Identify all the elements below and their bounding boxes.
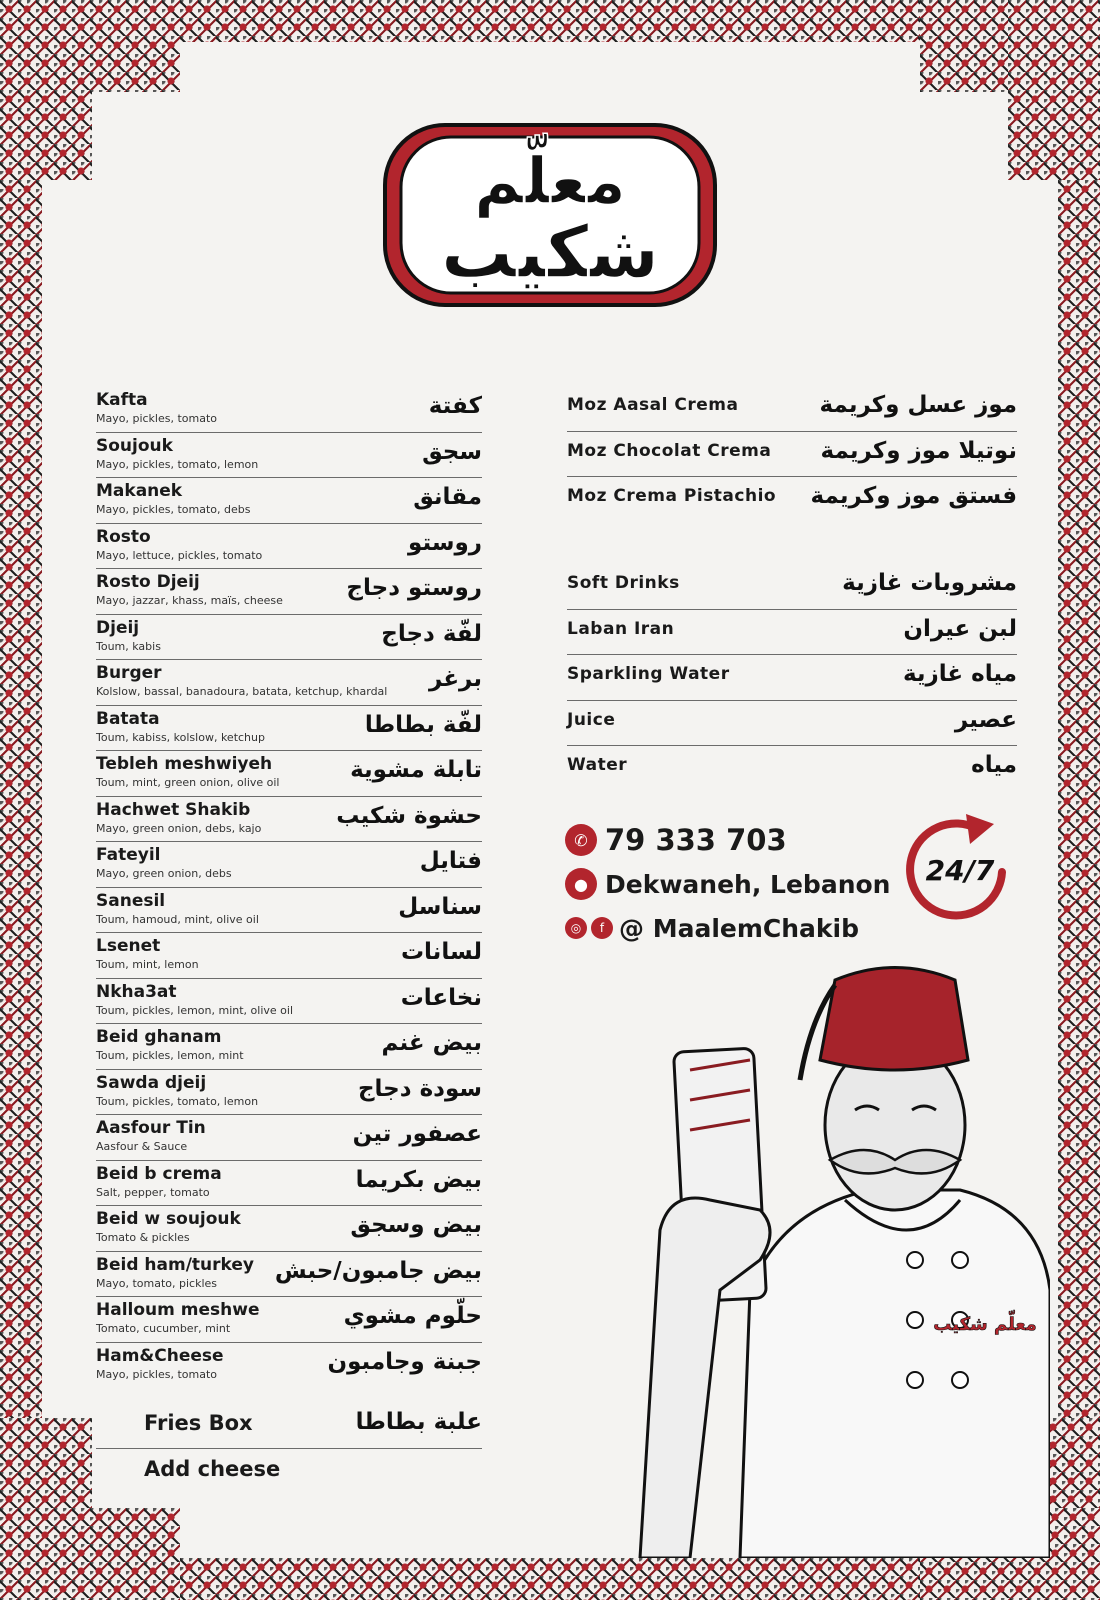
pattern-corner-bottom-left xyxy=(0,1508,180,1600)
pattern-corner-top-right-vertical xyxy=(1008,0,1100,180)
item-name: Hachwet Shakib xyxy=(96,799,251,820)
facebook-icon[interactable]: f xyxy=(591,917,613,939)
item-description: Toum, hamoud, mint, olive oil xyxy=(96,912,259,926)
item-name: Soujouk xyxy=(96,435,173,456)
menu-item xyxy=(96,1115,482,1161)
item-name: Beid ham/turkey xyxy=(96,1254,254,1275)
item-description: Toum, pickles, lemon, mint xyxy=(96,1049,244,1062)
item-name: Rosto xyxy=(96,526,151,547)
item-description: Toum, mint, lemon xyxy=(96,958,199,971)
arrow-icon xyxy=(966,814,994,844)
item-description: Salt, pepper, tomato xyxy=(96,1185,210,1199)
item-name: Makanek xyxy=(96,481,183,501)
item-name-arabic: نوتيلا موز وكريمة xyxy=(820,437,1017,464)
item-name-arabic: بيض بكريما xyxy=(355,1166,482,1193)
item-description: Mayo, pickles, tomato, debs xyxy=(96,503,251,516)
item-description: Tomato & pickles xyxy=(96,1231,190,1244)
pattern-border-left xyxy=(0,0,42,1600)
menu-item xyxy=(567,432,1017,478)
item-name-arabic: مياه xyxy=(971,752,1017,778)
item-name-arabic: مشروبات غازية xyxy=(842,570,1017,596)
item-description: Toum, mint, green onion, olive oil xyxy=(96,776,280,789)
contact-info xyxy=(565,818,891,950)
item-name: Moz Chocolat Crema xyxy=(567,440,772,461)
menu-item xyxy=(96,1449,482,1495)
menu-item xyxy=(567,655,1017,701)
item-name-arabic: بيض جامبون/حبش xyxy=(274,1257,482,1284)
item-description: Toum, kabis xyxy=(96,639,161,653)
logo-text-bottom: شكيب xyxy=(440,210,660,294)
phone-icon: ✆ xyxy=(565,824,597,856)
item-description: Toum, kabiss, kolslow, ketchup xyxy=(96,730,265,744)
item-description: Mayo, green onion, debs xyxy=(96,867,232,880)
item-name: Lsenet xyxy=(96,936,161,956)
menu-item xyxy=(96,615,482,661)
item-name-arabic: مياه غازية xyxy=(902,661,1017,687)
item-description: Toum, pickles, tomato, lemon xyxy=(96,1094,259,1108)
item-name-arabic: سناسل xyxy=(398,893,482,920)
item-name-arabic: حشوة شكيب xyxy=(336,802,482,829)
item-description: Mayo, tomato, pickles xyxy=(96,1276,218,1290)
item-name: Kafta xyxy=(96,390,148,410)
item-name-arabic: تابلة مشوية xyxy=(350,757,482,783)
item-name-arabic: فتايل xyxy=(419,848,482,874)
brand-logo xyxy=(345,85,745,325)
drinks-list xyxy=(567,564,1017,792)
item-name-arabic: روستو دجاج xyxy=(346,575,482,601)
item-description: Aasfour & Sauce xyxy=(96,1140,188,1153)
item-name-arabic: سودة دجاج xyxy=(357,1075,482,1102)
item-name: Soft Drinks xyxy=(567,573,680,593)
menu-item xyxy=(96,1024,482,1070)
item-name: Burger xyxy=(96,663,162,683)
item-description: Toum, pickles, lemon, mint, olive oil xyxy=(96,1003,294,1017)
item-name: Halloum meshwe xyxy=(96,1300,260,1320)
menu-item xyxy=(567,701,1017,747)
menu-item xyxy=(567,746,1017,792)
item-name: Batata xyxy=(96,708,160,729)
menu-item xyxy=(567,386,1017,432)
jacket-logo-text: معلّم شكيب xyxy=(933,1314,1037,1335)
sandwich-list xyxy=(96,387,482,1388)
menu-item xyxy=(96,706,482,752)
menu-item xyxy=(96,1252,482,1298)
social-handle[interactable]: @ MaalemChakib xyxy=(619,913,860,943)
item-name: Djeij xyxy=(96,617,140,638)
instagram-icon[interactable]: ◎ xyxy=(565,917,587,939)
menu-item xyxy=(96,660,482,706)
menu-item xyxy=(96,569,482,615)
item-name: Aasfour Tin xyxy=(96,1118,206,1138)
item-name-arabic: نخاعات xyxy=(400,984,482,1011)
item-name: Laban Iran xyxy=(567,618,675,639)
item-name: Moz Crema Pistachio xyxy=(567,486,777,506)
item-name: Beid w soujouk xyxy=(96,1209,241,1229)
item-description: Mayo, green onion, debs, kajo xyxy=(96,821,262,835)
pattern-border-right xyxy=(1058,0,1100,1600)
item-description: Mayo, jazzar, khass, maïs, cheese xyxy=(96,594,283,607)
item-name-arabic: موز عسل وكريمة xyxy=(819,392,1017,418)
item-name-arabic: مقانق xyxy=(413,484,482,510)
menu-item xyxy=(96,433,482,479)
menu-item xyxy=(96,1403,482,1449)
phone-number[interactable]: 79 333 703 xyxy=(605,823,787,857)
item-name-arabic: برغر xyxy=(429,666,482,692)
item-name: Nkha3at xyxy=(96,981,177,1002)
logo-text-top: معلّم xyxy=(473,145,627,219)
dessert-list xyxy=(567,386,1017,523)
item-name-arabic: فستق موز وكريمة xyxy=(810,483,1017,509)
item-name: Fateyil xyxy=(96,845,161,865)
item-name-arabic: سجق xyxy=(422,438,482,465)
chef-illustration xyxy=(630,960,1050,1558)
location-row xyxy=(565,862,891,906)
item-description: Tomato, cucumber, mint xyxy=(96,1322,231,1335)
item-name-arabic: لفّة دجاج xyxy=(381,620,482,647)
item-name: Tebleh meshwiyeh xyxy=(96,754,273,774)
menu-item xyxy=(96,524,482,570)
location-pin-icon: ● xyxy=(565,868,597,900)
item-name: Moz Aasal Crema xyxy=(567,395,739,415)
item-name-arabic: بيض غنم xyxy=(381,1030,482,1056)
extras-list xyxy=(96,1403,482,1495)
item-description: Mayo, pickles, tomato xyxy=(96,1367,218,1381)
menu-item xyxy=(96,1343,482,1389)
item-name-arabic: علبة بطاطا xyxy=(355,1409,482,1435)
item-name: Juice xyxy=(567,709,616,730)
item-name: Sparkling Water xyxy=(567,664,730,684)
menu-item xyxy=(96,1206,482,1252)
item-name-arabic: عصير xyxy=(954,706,1017,733)
open-24-7-badge xyxy=(898,810,1018,930)
menu-item xyxy=(96,933,482,979)
menu-item xyxy=(96,797,482,843)
pattern-corner-top-left-vertical xyxy=(0,0,92,180)
item-name-arabic: لسانات xyxy=(400,939,482,965)
item-name: Sanesil xyxy=(96,890,166,911)
item-name-arabic: لبن عيران xyxy=(903,615,1017,642)
menu-item xyxy=(567,610,1017,656)
item-description: Kolslow, bassal, banadoura, batata, ketchup, khardal xyxy=(96,685,388,698)
item-name: Rosto Djeij xyxy=(96,572,200,592)
item-name-arabic: حلّوم مشوي xyxy=(343,1303,482,1329)
menu-item xyxy=(96,1070,482,1116)
item-name-arabic: عصفور تين xyxy=(352,1121,482,1147)
item-name-arabic: جبنة وجامبون xyxy=(327,1348,482,1375)
social-row[interactable] xyxy=(565,906,885,950)
item-name: Add cheese xyxy=(144,1457,281,1481)
menu-item xyxy=(567,477,1017,523)
item-name-arabic: كفتة xyxy=(428,393,482,419)
menu-item xyxy=(96,842,482,888)
item-description: Mayo, pickles, tomato xyxy=(96,412,218,425)
menu-item xyxy=(567,564,1017,610)
menu-item xyxy=(96,1161,482,1207)
item-name: Water xyxy=(567,755,628,775)
item-name: Beid ghanam xyxy=(96,1027,222,1047)
item-name: Beid b crema xyxy=(96,1163,222,1184)
menu-item xyxy=(96,979,482,1025)
item-name: Fries Box xyxy=(144,1411,253,1435)
item-name: Sawda djeij xyxy=(96,1072,207,1093)
phone-row[interactable] xyxy=(565,818,885,862)
menu-item xyxy=(96,751,482,797)
menu-item xyxy=(96,1297,482,1343)
item-name-arabic: لفّة بطاطا xyxy=(364,711,482,738)
item-description: Mayo, pickles, tomato, lemon xyxy=(96,457,259,471)
menu-item xyxy=(96,478,482,524)
menu-item xyxy=(96,387,482,433)
item-name-arabic: روستو xyxy=(408,529,482,556)
item-name-arabic: بيض وسجق xyxy=(350,1212,482,1238)
location-text: Dekwaneh, Lebanon xyxy=(605,869,891,899)
menu-item xyxy=(96,888,482,934)
item-name: Ham&Cheese xyxy=(96,1345,224,1366)
badge-text: 24/7 xyxy=(925,854,995,887)
item-description: Mayo, lettuce, pickles, tomato xyxy=(96,548,263,562)
